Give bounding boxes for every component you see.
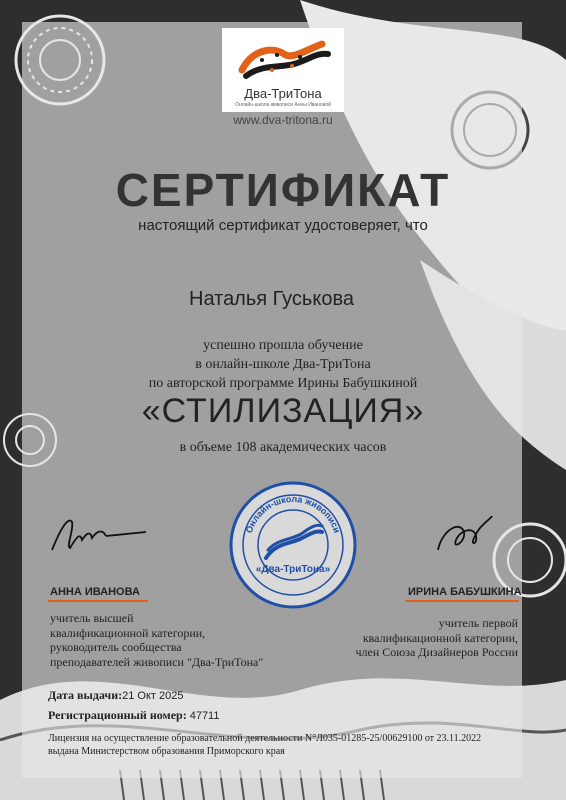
salamander-logo-icon (222, 30, 344, 86)
certificate-subtitle: настоящий сертификат удостоверяет, что (138, 217, 428, 234)
registration-row (48, 708, 219, 723)
stamp-center-text: «Два-ТриТона» (255, 564, 331, 575)
issue-date-row (48, 688, 183, 703)
right-role-line: член Союза Дизайнеров России (355, 645, 518, 659)
right-signatory-role (300, 616, 518, 660)
registration-label: Регистрационный номер: (48, 708, 187, 722)
left-role-line: преподавателей живописи "Два-ТриТона" (50, 654, 264, 669)
completion-line: успешно прошла обучение (203, 338, 363, 353)
certificate-title: СЕРТИФИКАТ (115, 164, 451, 216)
school-line: в онлайн-школе Два-ТриТона (195, 357, 371, 372)
left-signature (46, 510, 156, 560)
left-signatory-role (50, 611, 263, 669)
school-website: www.dva-tritona.ru (233, 113, 333, 127)
right-signatory-name: ИРИНА БАБУШКИНА (408, 586, 522, 598)
left-signature-line (48, 600, 148, 602)
course-hours: в объеме 108 академических часов (179, 440, 387, 455)
right-signature-line (405, 600, 519, 602)
left-role-line: квалификационной категории, (50, 625, 206, 640)
logo-tagline: Онлайн-школа живописи Анны Ивановой (235, 102, 331, 108)
issue-date-label: Дата выдачи: (48, 688, 123, 702)
license-line-1: Лицензия на осуществление образовательной деятельности N°Л035-01285-25/00629100 от 23.11.2022 (48, 733, 482, 744)
logo-brand-name: Два-ТриТона (244, 86, 322, 101)
right-role-line: учитель первой (438, 616, 518, 630)
left-role-line: учитель высшей (50, 611, 134, 625)
registration-value: 47711 (189, 710, 220, 722)
program-line: по авторской программе Ирины Бабушкиной (148, 376, 418, 391)
recipient-name: Наталья Гуськова (189, 288, 354, 310)
stamp-ring-top: Онлайн-школа живописи (243, 493, 343, 535)
issue-date-value: 21 Окт 2025 (122, 690, 184, 702)
license-line-2: выдана Министерством образования Приморского края (48, 746, 285, 757)
school-logo (222, 28, 344, 112)
right-signature (430, 510, 500, 570)
course-name: «СТИЛИЗАЦИЯ» (141, 392, 425, 430)
left-signatory-name: АННА ИВАНОВА (50, 586, 140, 598)
right-role-line: квалификационной категории, (362, 630, 518, 645)
left-role-line: руководитель сообщества (50, 640, 182, 654)
school-stamp (228, 480, 358, 610)
